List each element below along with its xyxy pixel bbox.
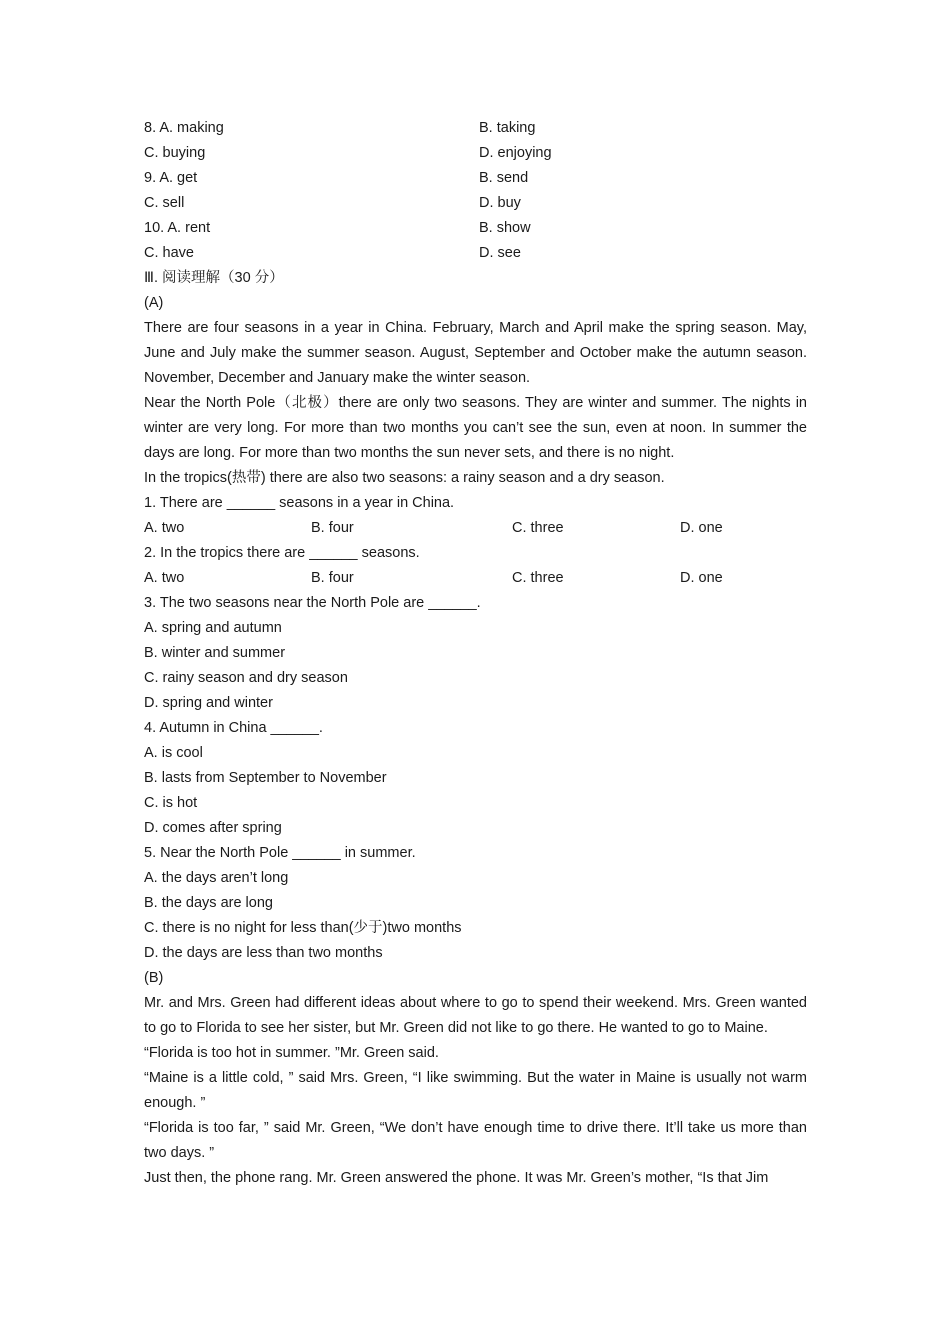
answer-option: A. two bbox=[144, 520, 185, 536]
cloze-option-row bbox=[144, 166, 807, 191]
cloze-option: D. see bbox=[479, 245, 521, 261]
answer-option: A. two bbox=[144, 570, 185, 586]
answer-option: A. is cool bbox=[144, 745, 203, 761]
section-heading: Ⅲ. 阅读理解（30 分） bbox=[144, 270, 284, 286]
cloze-option: D. buy bbox=[479, 195, 521, 211]
answer-option: D. one bbox=[680, 520, 723, 536]
cloze-option: 9. A. get bbox=[144, 170, 198, 186]
answer-option: A. spring and autumn bbox=[144, 620, 282, 636]
cloze-option: B. send bbox=[479, 170, 529, 186]
cloze-option: D. enjoying bbox=[479, 145, 552, 161]
cloze-option: B. taking bbox=[479, 120, 536, 136]
cloze-option: 8. A. making bbox=[144, 120, 224, 136]
cloze-option-row bbox=[144, 141, 807, 166]
passage-a-paragraph: In the tropics(热带) there are also two seasons: a rainy season and a dry season. bbox=[144, 470, 665, 486]
passage-b-paragraph: Just then, the phone rang. Mr. Green answered the phone. It was Mr. Green’s mother, “Is that Jim bbox=[144, 1170, 769, 1186]
cloze-option-row bbox=[144, 241, 807, 266]
answer-option: D. spring and winter bbox=[144, 695, 273, 711]
question-stem: 2. In the tropics there are ______ seasons. bbox=[144, 545, 420, 561]
answer-option: C. three bbox=[512, 520, 564, 536]
passage-a-paragraph: There are four seasons in a year in China. February, March and April make the spring season. May, June and July make the summer season. August, September and October make the autumn season. November, December and January make the winter season. bbox=[144, 320, 807, 386]
passage-b-paragraph: “Maine is a little cold, ” said Mrs. Green, “I like swimming. But the water in Maine is usually not warm enough. ” bbox=[144, 1070, 807, 1111]
answer-option: B. lasts from September to November bbox=[144, 770, 387, 786]
answer-option: C. three bbox=[512, 570, 564, 586]
cloze-option: C. have bbox=[144, 245, 194, 261]
cloze-option-row bbox=[144, 116, 807, 141]
answer-option: B. four bbox=[311, 520, 354, 536]
cloze-option-row bbox=[144, 216, 807, 241]
answer-option: D. the days are less than two months bbox=[144, 945, 383, 961]
question-stem: 4. Autumn in China ______. bbox=[144, 720, 323, 736]
cloze-option: C. buying bbox=[144, 145, 206, 161]
question-stem: 5. Near the North Pole ______ in summer. bbox=[144, 845, 416, 861]
passage-b-paragraph: “Florida is too hot in summer. ”Mr. Green said. bbox=[144, 1045, 439, 1061]
answer-option: C. rainy season and dry season bbox=[144, 670, 348, 686]
answer-option: D. one bbox=[680, 570, 723, 586]
cloze-option: C. sell bbox=[144, 195, 185, 211]
passage-b-paragraph: “Florida is too far, ” said Mr. Green, “We don’t have enough time to drive there. It’ll take us more than two days. ” bbox=[144, 1120, 807, 1161]
passage-b-paragraph: Mr. and Mrs. Green had different ideas about where to go to spend their weekend. Mrs. Green wanted to go to Florida to see her sister, but Mr. Green did not like to go there. He wanted to go to Maine. bbox=[144, 995, 807, 1036]
answer-option: C. there is no night for less than(少于)two months bbox=[144, 920, 462, 936]
question-options bbox=[144, 566, 807, 591]
answer-option: B. the days are long bbox=[144, 895, 273, 911]
question-options bbox=[144, 516, 807, 541]
passage-a-paragraph: Near the North Pole（北极）there are only two seasons. They are winter and summer. The nights in winter are very long. For more than two months you can’t see the sun, even at noon. In summer the days are long. For more than two months the sun never sets, and there is no night. bbox=[144, 395, 807, 461]
answer-option: B. four bbox=[311, 570, 354, 586]
answer-option: B. winter and summer bbox=[144, 645, 286, 661]
answer-option: D. comes after spring bbox=[144, 820, 282, 836]
question-stem: 3. The two seasons near the North Pole are ______. bbox=[144, 595, 481, 611]
passage-a-label: (A) bbox=[144, 295, 164, 311]
question-stem: 1. There are ______ seasons in a year in China. bbox=[144, 495, 455, 511]
answer-option: C. is hot bbox=[144, 795, 198, 811]
answer-option: A. the days aren’t long bbox=[144, 870, 289, 886]
page-content bbox=[144, 116, 807, 1191]
passage-b-label: (B) bbox=[144, 970, 164, 986]
cloze-option: 10. A. rent bbox=[144, 220, 211, 236]
cloze-option: B. show bbox=[479, 220, 531, 236]
cloze-option-row bbox=[144, 191, 807, 216]
